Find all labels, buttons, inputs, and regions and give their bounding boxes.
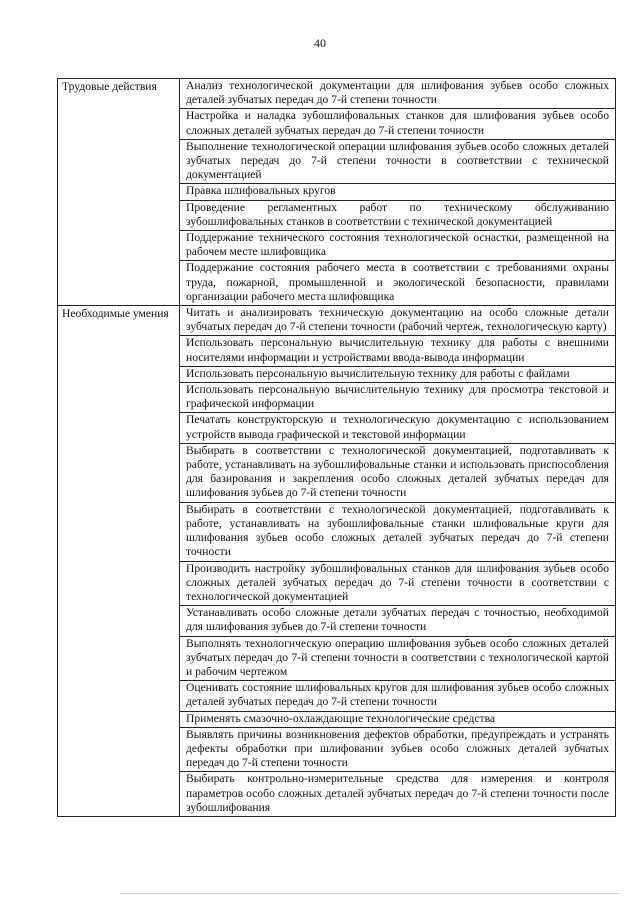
row-label-labor-actions: Трудовые действия xyxy=(58,79,180,306)
skill-item: Печатать конструкторскую и технологическую документацию с использованием устройств вывода графической и текстовой информации xyxy=(180,413,615,443)
scan-edge-line xyxy=(120,893,620,894)
skill-item: Читать и анализировать техническую документацию на особо сложные детали зубчатых передач до 7-й степени точности (рабочий чертеж, технологическую карту) xyxy=(180,306,615,336)
skill-item: Использовать персональную вычислительную технику для работы с внешними носителями информации и устройствами ввода-вывода информации xyxy=(180,336,615,366)
skill-item: Выполнять технологическую операцию шлифования зубьев особо сложных деталей зубчатых передач до 7-й степени точности в соответствии с технологической картой и рабочим чертежом xyxy=(180,637,615,682)
labor-action-item: Настройка и наладка зубошлифовальных станков для шлифования зубьев особо сложных деталей зубчатых передач до 7-й степени точности xyxy=(180,109,615,139)
items-required-skills xyxy=(180,306,616,817)
skill-item: Выбирать контрольно-измерительные средства для измерения и контроля параметров особо сложных деталей зубчатых передач до 7-й степени точности после зубошлифования xyxy=(186,772,609,814)
items-labor-actions xyxy=(180,79,616,306)
skill-item: Устанавливать особо сложные детали зубчатых передач с точностью, необходимой для шлифования зубьев до 7-й степени точности xyxy=(180,606,615,636)
table-row-required-skills xyxy=(58,306,616,817)
skill-item: Выбирать в соответствии с технологической документацией, подготавливать к работе, устанавливать на зубошлифовальные станки и использовать приспособления для базирования и закрепления особо сложных деталей зубчатых передач для шлифования зубьев до 7-й степени точности xyxy=(180,444,615,503)
labor-action-item: Поддержание состояния рабочего места в соответствии с требованиями охраны труда, пожарной, промышленной и экологической безопасности, правилами организации рабочего места шлифовщика xyxy=(186,261,609,303)
page-number: 40 xyxy=(314,36,326,50)
skill-item: Оценивать состояние шлифовальных кругов для шлифования зубьев особо сложных деталей зубчатых передач до 7-й степени точности xyxy=(180,681,615,711)
labor-action-item: Проведение регламентных работ по техническому обслуживанию зубошлифовальных станков в соответствии с технической документацией xyxy=(180,201,615,231)
skill-item: Применять смазочно-охлаждающие технологические средства xyxy=(180,712,615,728)
skill-item: Использовать персональную вычислительную технику для просмотра текстовой и графической информации xyxy=(180,383,615,413)
labor-action-item: Поддержание технического состояния технологической оснастки, размещенной на рабочем месте шлифовщика xyxy=(180,231,615,261)
labor-action-item: Анализ технологической документации для шлифования зубьев особо сложных деталей зубчатых передач до 7-й степени точности xyxy=(180,79,615,109)
skill-item: Выбирать в соответствии с технологической документацией, подготавливать к работе, устанавливать на зубошлифовальные станки шлифовальные круги для шлифования зубьев особо сложных деталей зубчатых передач до 7-й степени точности xyxy=(180,503,615,562)
skill-item: Выявлять причины возникновения дефектов обработки, предупреждать и устранять дефекты обработки при шлифовании зубьев особо сложных деталей зубчатых передач до 7-й степени точности xyxy=(180,728,615,773)
skill-item: Использовать персональную вычислительную технику для работы с файлами xyxy=(180,367,615,383)
skill-item: Производить настройку зубошлифовальных станков для шлифования зубьев особо сложных деталей зубчатых передач до 7-й степени точности в соответствии с технологической документацией xyxy=(180,562,615,607)
row-label-required-skills: Необходимые умения xyxy=(58,306,180,817)
table-row-labor-actions xyxy=(58,79,616,306)
requirements-table xyxy=(57,78,616,817)
labor-action-item: Выполнение технологической операции шлифования зубьев особо сложных деталей зубчатых передач до 7-й степени точности в соответствии с технической документацией xyxy=(180,140,615,185)
labor-action-item: Правка шлифовальных кругов xyxy=(180,184,615,200)
